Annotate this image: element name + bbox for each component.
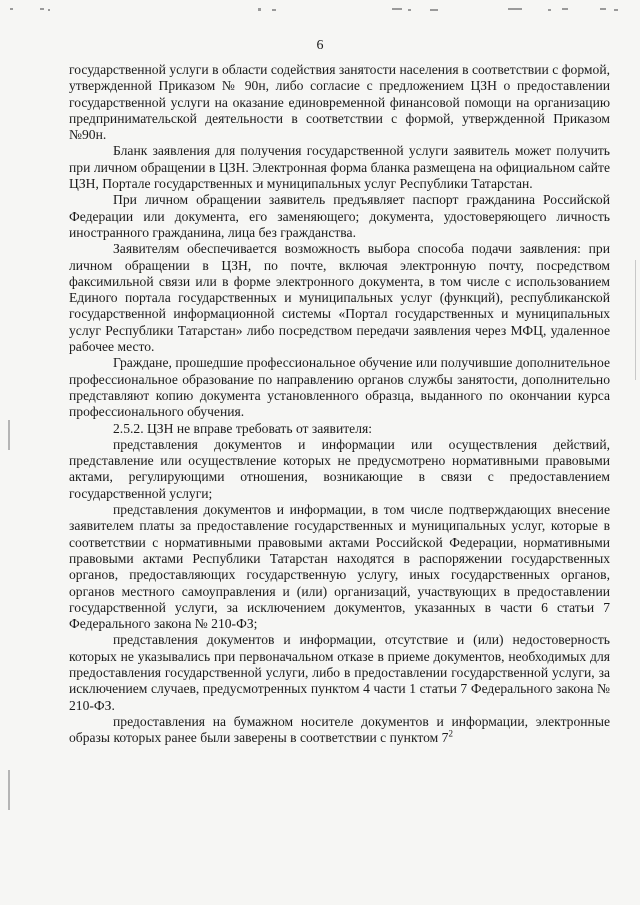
paragraph: Бланк заявления для получения государственной услуги заявитель может получить при личном обращении в ЦЗН. Электронная форма бланка размещена на официальном сайте ЦЗН, Портале государственных и муниципальных услуг Республики Татарстан.	[69, 143, 610, 192]
list-item: предоставления на бумажном носителе документов и информации, электронные образы которых ранее были заверены в соответствии с пунктом $7^2$	[69, 713, 610, 746]
footnote-superscript: 2	[448, 728, 453, 739]
paragraph: государственной услуги в области содействия занятости населения в соответствии с формой, утвержденной Приказом № 90н, либо согласие с предложением ЦЗН о предоставлении государственной услуги на оказание единовременной финансовой помощи на организацию предпринимательской деятельности в соответствии с формой, утвержденной Приказом №90н.	[69, 62, 610, 143]
list-item: представления документов и информации, отсутствие и (или) недостоверность которых не указывались при первоначальном отказе в приеме документов, необходимых для предоставления государственной услуги, либо в предоставлении государственной услуги, за исключением случаев, предусмотренных пунктом 4 части 1 статьи 7 Федерального закона № 210-ФЗ.	[69, 632, 610, 713]
list-item: представления документов и информации, в том числе подтверждающих внесение заявителем платы за предоставление государственных и муниципальных услуг, которые в соответствии с нормативными правовыми актами Российской Федерации, нормативными правовыми актами Республики Татарстан находятся в распоряжении государственных органов, предоставляющих государственную услугу, иных государственных органов, органов местного самоуправления и (или) организаций, участвующих в предоставлении государственной услуги, за исключением документов, указанных в части 6 статьи 7 Федерального закона № 210-ФЗ;	[69, 502, 610, 632]
paragraph: Граждане, прошедшие профессиональное обучение или получившие дополнительное профессиональное образование по направлению органов службы занятости, дополнительно представляют копию документа установленного образца, выданного по окончании курса профессионального обучения.	[69, 355, 610, 420]
page-number: 6	[316, 38, 324, 53]
paragraph: При личном обращении заявитель предъявляет паспорт гражданина Российской Федерации или документа, его заменяющего; документа, удостоверяющего личность иностранного гражданина, лица без гражданства.	[69, 192, 610, 240]
document-body	[69, 62, 610, 746]
scan-noise-header	[0, 4, 640, 18]
scan-margin-mark	[8, 770, 10, 810]
scan-margin-mark	[8, 420, 10, 450]
paragraph: Заявителям обеспечивается возможность выбора способа подачи заявления: при личном обращении в ЦЗН, по почте, включая электронную почту, посредством факсимильной связи или в форме электронного документа, в том числе с использованием Единого портала государственных и муниципальных услуг (функций), республиканской государственной информационной системы «Портал государственных и муниципальных услуг Республики Татарстан» либо посредством передачи заявления через МФЦ, удаленное рабочее место.	[69, 241, 610, 355]
scan-margin-mark	[635, 260, 636, 380]
list-item: представления документов и информации или осуществления действий, представление или осуществление которых не предусмотрено нормативными правовыми актами, регулирующими отношения, возникающие в связи с предоставлением государственной услуги;	[69, 436, 610, 501]
section-heading: 2.5.2. ЦЗН не вправе требовать от заявителя:	[113, 420, 373, 436]
